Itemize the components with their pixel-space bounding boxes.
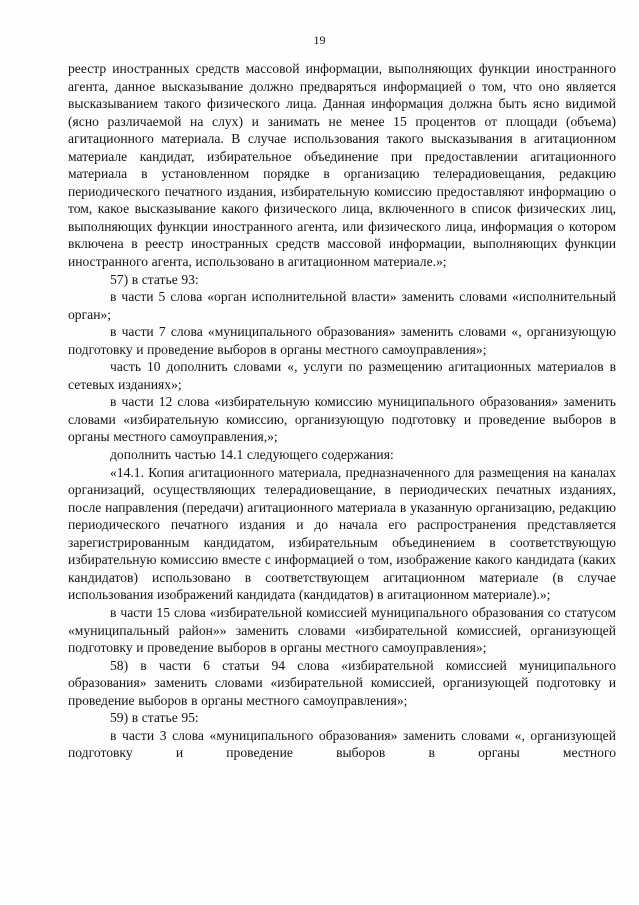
paragraph-part-7: в части 7 слова «муниципального образования» заменить словами «, организующую подготовку и проведение выборов в органы местного самоуправления»; (68, 324, 616, 357)
paragraph-item-59: 59) в статье 95: (110, 710, 199, 726)
document-body (68, 60, 616, 762)
paragraph-part-10: часть 10 дополнить словами «, услуги по размещению агитационных материалов в сетевых изданиях»; (68, 359, 616, 392)
paragraph-part-15: в части 15 слова «избирательной комиссией муниципального образования со статусом «муниципальный район»» заменить словами «избирательной комиссией, организующей подготовку и проведение выборов в органы местного самоуправления»; (68, 604, 616, 656)
paragraph-add-part-14-1: дополнить частью 14.1 следующего содержания: (110, 447, 394, 463)
paragraph-part-5: в части 5 слова «орган исполнительной власти» заменить словами «исполнительный орган»; (68, 289, 616, 322)
paragraph-part-12: в части 12 слова «избирательную комиссию муниципального образования» заменить словами «избирательную комиссию, организующую подготовку и проведение выборов в органы местного самоуправления,»; (68, 394, 616, 445)
paragraph-part-14-1-text: «14.1. Копия агитационного материала, предназначенного для размещения на каналах организаций, осуществляющих телерадиовещание, в периодических печатных изданиях, после направления (передачи) агитационного материала в указанную организацию, редакцию периодического печатного издания и до начала его распространения представляется зарегистрированным кандидатом, избирательным объединением в соответствующую избирательную комиссию вместе с информацией о том, изображение какого кандидата (каких кандидатов) использовано в соответствующем агитационном материале (в случае использования изображений кандидата (кандидатов) в агитационном материале).»; (68, 464, 616, 603)
paragraph-item-58: 58) в части 6 статьи 94 слова «избирательной комиссией муниципального образования» заменить словами «избирательной комиссией, организующей подготовку и проведение выборов в органы местного самоуправления»; (68, 657, 616, 708)
paragraph-continuation: реестр иностранных средств массовой информации, выполняющих функции иностранного агента, данное высказывание должно предваряться информацией о том, что оно является высказыванием такого физического лица. Данная информация должна быть ясно видимой (ясно различаемой на слух) и занимать не менее 15 процентов от площади (объема) агитационного материала. В случае использования такого высказывания в агитационном материале кандидат, избирательное объединение при предоставлении агитационного материала в установленном порядке в организацию телерадиовещания, редакцию периодического печатного издания, избирательную комиссию предоставляют информацию о том, какое высказывание какого физического лица, включенного в список физических лиц, выполняющих функции иностранного агента, или физического лица, информация о котором включена в реестр иностранных средств массовой информации, выполняющих функции иностранного агента, использовано в агитационном материале.»; (68, 61, 616, 270)
page-number: 19 (313, 33, 326, 47)
paragraph-item-57: 57) в статье 93: (110, 271, 199, 287)
paragraph-part-3: в части 3 слова «муниципального образования» заменить словами «, организующей подготовку и проведение выборов в органы местного (68, 727, 616, 761)
